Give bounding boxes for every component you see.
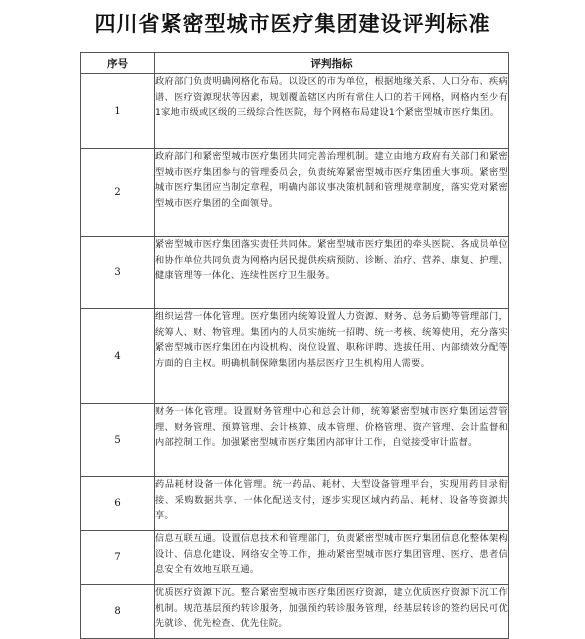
table-row [81,74,509,149]
criteria-text: 紧密型城市医疗集团落实责任共同体。紧密型城市医疗集团的牵头医院、各成员单位和协作单位共同负责为网格内居民提供疾病预防、诊断、治疗、营养、康复、护理、健康管理等一体化、连续性医疗卫生服务。 [155,239,508,281]
criteria-text: 政府部门负责明确网格化布局。以设区的市为单位，根据地缘关系、人口分布、疾病谱、医疗资源现状等因素，规划覆盖辖区内所有常住人口的若干网格，网格内至少有1家地市级或区级的三级综合性医院，每个网格布局建设1个紧密型城市医疗集团。 [155,76,508,118]
row-number: 5 [81,404,155,477]
row-number: 7 [81,531,155,585]
column-header-number: 序号 [81,53,155,74]
criteria-text: 财务一体化管理。设置财务管理中心和总会计师，统筹紧密型城市医疗集团运营管理、财务管理、预算管理、会计核算、成本管理、价格管理、资产管理、会计监督和内部控制工作。加强紧密型城市医疗集团内部审计工作，自觉接受审计监督。 [155,406,508,448]
criteria-cell [155,237,509,309]
criteria-cell [155,585,509,639]
column-header-criteria: 评判指标 [155,53,509,74]
table-row [81,477,509,531]
row-number: 3 [81,237,155,309]
document-title: 四川省紧密型城市医疗集团建设评判标准 [94,12,491,36]
table-header-row [81,53,509,74]
table-row [81,309,509,404]
criteria-text: 组织运营一体化管理。医疗集团内统筹设置人力资源、财务、总务后勤等管理部门，统筹人、财、物管理。集团内的人员实施统一招聘、统一考核、统筹使用，充分落实紧密型城市医疗集团在内设机构、岗位设置、职称评聘、选拔任用、内部绩效分配等方面的自主权。明确机制保障集团内基层医疗卫生机构用人需要。 [155,311,508,369]
row-number: 6 [81,477,155,531]
table-row [81,531,509,585]
criteria-cell [155,74,509,149]
table-row [81,404,509,477]
criteria-cell [155,404,509,477]
criteria-text: 药品耗材设备一体化管理。统一药品、耗材、大型设备管理平台，实现用药目录衔接、采购数据共享、一体化配送支付，逐步实现区域内药品、耗材、设备等资源共享。 [155,479,508,521]
table-row [81,237,509,309]
table-row [81,585,509,639]
row-number: 4 [81,309,155,404]
criteria-cell [155,309,509,404]
table-row [81,149,509,237]
criteria-cell [155,531,509,585]
criteria-text: 信息互联互通。设置信息技术和管理部门，负责紧密型城市医疗集团信息化整体架构设计、信息化建设、网络安全等工作，推动紧密型城市医疗集团管理、医疗、患者信息安全有效地互联互通。 [155,533,508,575]
row-number: 8 [81,585,155,639]
criteria-text: 优质医疗资源下沉。整合紧密型城市医疗集团医疗资源，建立优质医疗资源下沉工作机制。规范基层预约转诊服务，加强预约转诊服务管理，经基层转诊的签约居民可优先就诊、优先检查、优先住院。 [155,587,508,629]
criteria-cell [155,477,509,531]
row-number: 1 [81,74,155,149]
criteria-table [80,52,509,639]
criteria-cell [155,149,509,237]
criteria-text: 政府部门和紧密型城市医疗集团共同完善治理机制。建立由地方政府有关部门和紧密型城市医疗集团参与的管理委员会，负责统筹紧密型城市医疗集团重大事项。紧密型城市医疗集团应当制定章程，明确内部议事决策机制和管理规章制度，落实党对紧密型城市医疗集团的全面领导。 [155,151,508,209]
row-number: 2 [81,149,155,237]
